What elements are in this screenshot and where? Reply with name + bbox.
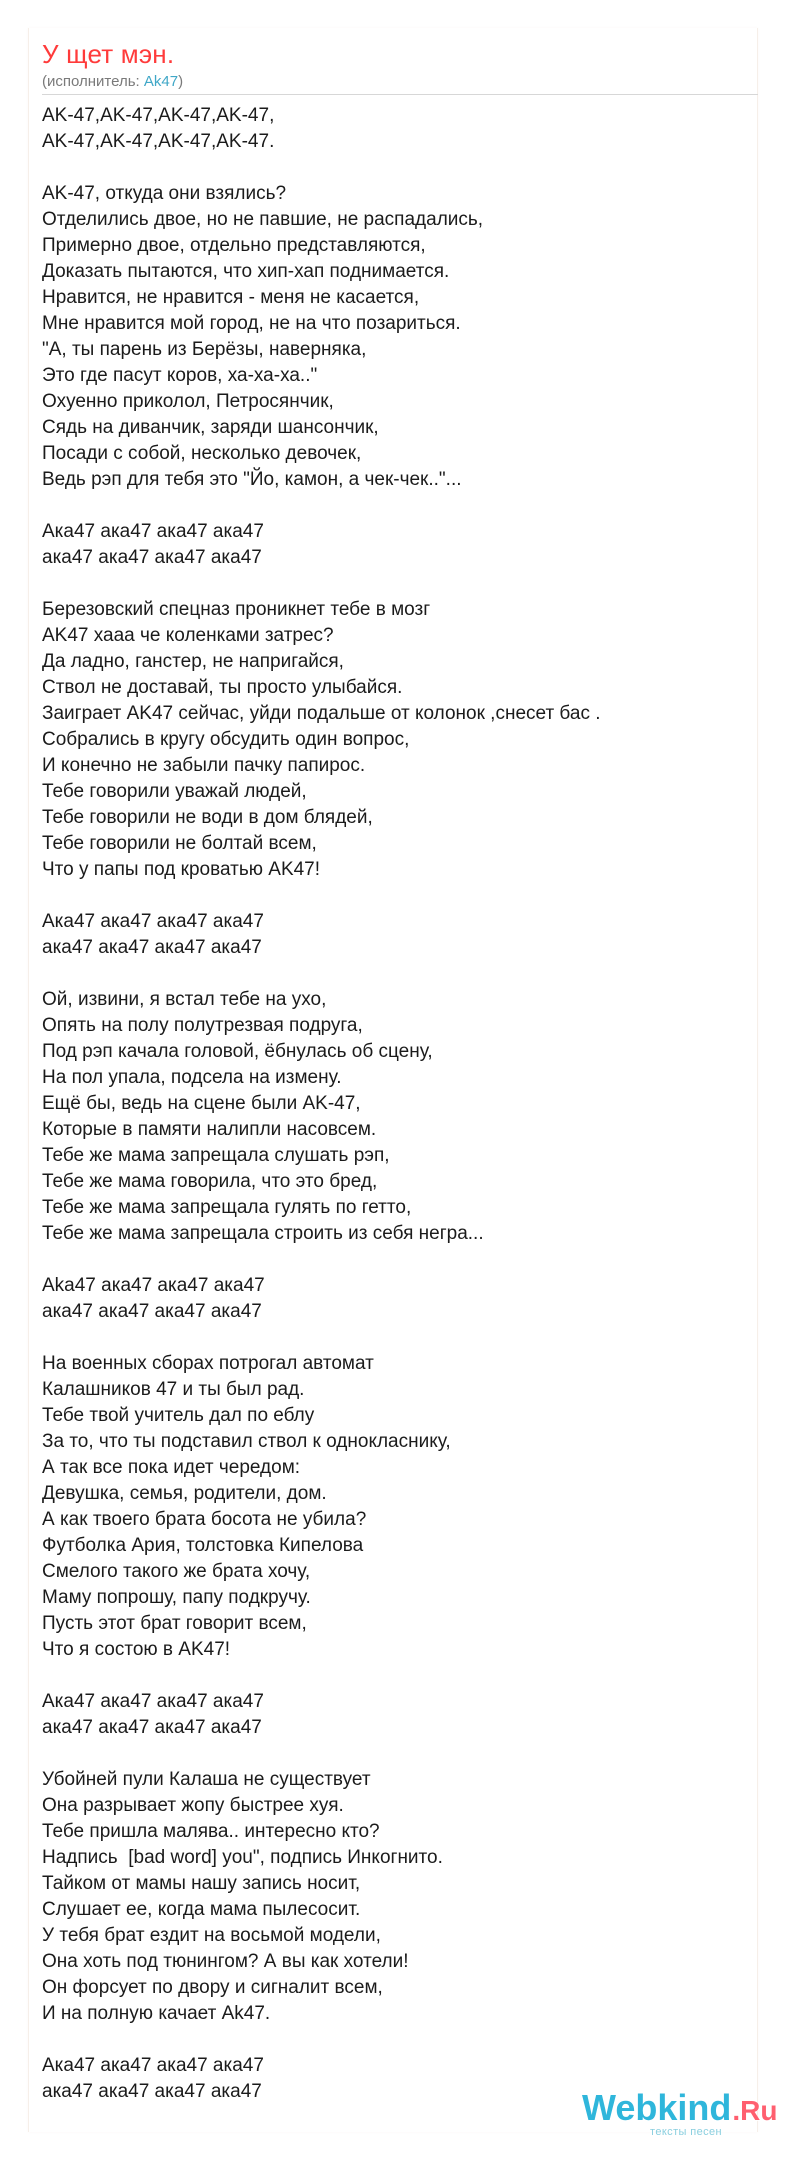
lyrics-line: ака47 ака47 ака47 ака47 <box>42 2081 262 2102</box>
lyrics-stanza <box>42 1767 742 2027</box>
lyrics-line: Тебе же мама говорила, что это бред, <box>42 1171 378 1192</box>
lyrics-line: Нравится, не нравится - меня не касается, <box>42 287 420 308</box>
lyrics-line: AK-47,AK-47,AK-47,AK-47, <box>42 105 275 126</box>
lyrics-line: ака47 ака47 ака47 ака47 <box>42 937 262 958</box>
lyrics-line: AK-47, откуда они взялись? <box>42 183 287 204</box>
lyrics-line: Сядь на диванчик, заряди шансончик, <box>42 417 379 438</box>
lyrics-line: Ведь рэп для тебя это "Йо, камон, а чек-чек.."... <box>42 469 462 490</box>
lyrics-line: Березовский спецназ проникнет тебе в мозг <box>42 599 431 620</box>
lyrics-line: Убойней пули Калаша не существует <box>42 1769 371 1790</box>
lyrics-line: Тебе же мама запрещала строить из себя негра... <box>42 1223 484 1244</box>
lyrics-line: Ака47 ака47 ака47 ака47 <box>42 521 264 542</box>
lyrics-line: Маму попрошу, папу подкручу. <box>42 1587 311 1608</box>
performer-suffix: ) <box>178 73 184 90</box>
lyrics-line: Aka47 ака47 ака47 ака47 <box>42 1275 265 1296</box>
lyrics-stanza <box>42 1689 742 1741</box>
lyrics-line: "А, ты парень из Берёзы, наверняка, <box>42 339 367 360</box>
lyrics-line: AK-47,AK-47,AK-47,AK-47. <box>42 131 275 152</box>
lyrics-line: Отделились двое, но не павшие, не распадались, <box>42 209 484 230</box>
lyrics-line: Да ладно, ганстер, не напригайся, <box>42 651 344 672</box>
lyrics-line: Она разрывает жопу быстрее хуя. <box>42 1795 344 1816</box>
lyrics-line: И конечно не забыли пачку папирос. <box>42 755 366 776</box>
lyrics-line: AK47 хааа че коленками затрес? <box>42 625 334 646</box>
lyrics-line: Что я состою в AK47! <box>42 1639 231 1660</box>
lyrics-line: Которые в памяти налипли насовсем. <box>42 1119 377 1140</box>
lyrics-line: Футболка Ария, толстовка Кипелова <box>42 1535 364 1556</box>
logo-brand: Webkind <box>582 2087 732 2128</box>
logo-wordmark <box>582 2088 777 2131</box>
lyrics-stanza <box>42 519 742 571</box>
lyrics-line: Тебе говорили не болтай всем, <box>42 833 317 854</box>
lyrics-line: Пусть этот брат говорит всем, <box>42 1613 307 1634</box>
lyrics-line: Ствол не доставай, ты просто улыбайся. <box>42 677 403 698</box>
lyrics-stanza <box>42 987 742 1247</box>
lyrics-line: На военных сборах потрогал автомат <box>42 1353 374 1374</box>
lyrics-line: Доказать пытаются, что хип-хап поднимается. <box>42 261 450 282</box>
lyrics-line: И на полную качает Ak47. <box>42 2003 271 2024</box>
lyrics-line: Ака47 ака47 ака47 ака47 <box>42 1691 264 1712</box>
lyrics-line: Тебе говорили уважай людей, <box>42 781 307 802</box>
lyrics-stanza <box>42 909 742 961</box>
lyrics-line: Это где пасут коров, ха-ха-ха.." <box>42 365 318 386</box>
logo-tld: .Ru <box>732 2095 778 2126</box>
lyrics-line: Девушка, семья, родители, дом. <box>42 1483 327 1504</box>
lyrics-line: Посади с собой, несколько девочек, <box>42 443 362 464</box>
lyrics-line: Охуенно приколол, Петросянчик, <box>42 391 334 412</box>
lyrics-line: Заиграет AK47 сейчас, уйди подальше от колонок ,снесет бас . <box>42 703 601 724</box>
lyrics-line: Под рэп качала головой, ёбнулась об сцену, <box>42 1041 433 1062</box>
performer-line <box>42 73 183 91</box>
lyrics-line: Тайком от мамы нашу запись носит, <box>42 1873 361 1894</box>
lyrics-stanza <box>42 597 742 883</box>
logo-tagline: тексты песен <box>650 2126 723 2138</box>
webkind-logo[interactable] <box>582 2087 778 2146</box>
lyrics-line: Мне нравится мой город, не на что позариться. <box>42 313 461 334</box>
lyrics-line: Тебе же мама запрещала гулять по гетто, <box>42 1197 412 1218</box>
lyrics-line: Он форсует по двору и сигналит всем, <box>42 1977 383 1998</box>
lyrics-stanza <box>42 1273 742 1325</box>
performer-link[interactable]: Ak47 <box>143 73 179 90</box>
lyrics-line: Слушает ее, когда мама пылесосит. <box>42 1899 361 1920</box>
lyrics-line: Тебе пришла малява.. интересно кто? <box>42 1821 380 1842</box>
lyrics-line: Тебе же мама запрещала слушать рэп, <box>42 1145 390 1166</box>
lyrics-line: А так все пока идет чередом: <box>42 1457 301 1478</box>
lyrics-line: Ака47 ака47 ака47 ака47 <box>42 2055 264 2076</box>
lyrics-stanza <box>42 103 742 155</box>
lyrics-line: За то, что ты подставил ствол к однокласнику, <box>42 1431 451 1452</box>
lyrics-line: ака47 ака47 ака47 ака47 <box>42 1717 262 1738</box>
lyrics-line: Тебе твой учитель дал по еблу <box>42 1405 315 1426</box>
lyrics-line: Она хоть под тюнингом? А вы как хотели! <box>42 1951 409 1972</box>
lyrics-line: Ещё бы, ведь на сцене были AK-47, <box>42 1093 361 1114</box>
lyrics-line: Ой, извини, я встал тебе на ухо, <box>42 989 327 1010</box>
performer-prefix: (исполнитель: <box>42 73 144 90</box>
lyrics-line: Собрались в кругу обсудить один вопрос, <box>42 729 410 750</box>
lyrics-line: Ака47 ака47 ака47 ака47 <box>42 911 264 932</box>
lyrics-line: Смелого такого же брата хочу, <box>42 1561 311 1582</box>
lyrics-line: Надпись [bad word] you", подпись Инкогнито. <box>42 1847 443 1868</box>
lyrics-line: Примерно двое, отдельно представляются, <box>42 235 426 256</box>
lyrics-body <box>42 103 742 2131</box>
lyrics-line: На пол упала, подсела на измену. <box>42 1067 342 1088</box>
lyrics-line: ака47 ака47 ака47 ака47 <box>42 1301 262 1322</box>
lyrics-line: Опять на полу полутрезвая подруга, <box>42 1015 363 1036</box>
lyrics-stanza <box>42 181 742 493</box>
lyrics-line: У тебя брат ездит на восьмой модели, <box>42 1925 381 1946</box>
song-title: У щет мэн. <box>42 39 175 69</box>
title-divider <box>42 94 758 95</box>
lyrics-line: Тебе говорили не води в дом блядей, <box>42 807 373 828</box>
lyrics-line: Что у папы под кроватью AK47! <box>42 859 321 880</box>
lyrics-line: ака47 ака47 ака47 ака47 <box>42 547 262 568</box>
lyrics-line: Калашников 47 и ты был рад. <box>42 1379 305 1400</box>
lyrics-stanza <box>42 1351 742 1663</box>
lyrics-line: А как твоего брата босота не убила? <box>42 1509 367 1530</box>
